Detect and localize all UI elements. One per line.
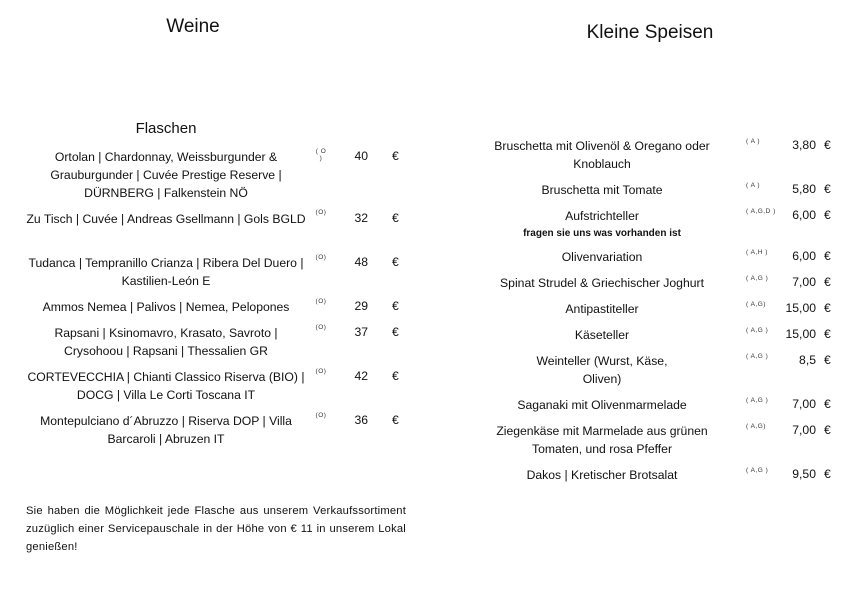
wine-item-name: Ortolan | Chardonnay, Weissburgunder & Grauburgunder | Cuvée Prestige Reserve | DÜRNBERG | Falkenstein NÖ — [50, 150, 282, 200]
wine-item-price: 42 — [354, 369, 368, 383]
food-item-price: 8,5 — [799, 353, 816, 367]
wine-item-price: 37 — [354, 325, 368, 339]
wine-item-allergen: ( O ) — [315, 148, 327, 162]
wine-item-allergen: (O) — [315, 412, 327, 419]
food-item-price: 6,00 — [792, 208, 816, 222]
wine-item-currency: € — [392, 325, 399, 339]
wine-item-price: 32 — [354, 211, 368, 225]
wine-title: Weine — [166, 16, 220, 37]
wine-item-name: Tudanca | Tempranillo Crianza | Ribera Del Duero | Kastilien-León E — [28, 256, 304, 288]
food-item-name: Bruschetta mit Olivenöl & Oregano oder Knoblauch — [494, 139, 710, 171]
wine-item-allergen: (O) — [315, 368, 327, 375]
food-item-name: Spinat Strudel & Griechischer Joghurt — [500, 276, 704, 290]
food-item-price: 6,00 — [792, 249, 816, 263]
wine-item-allergen: (O) — [315, 298, 327, 305]
wine-item-name: Montepulciano d´Abruzzo | Riserva DOP | Villa Barcaroli | Abruzen IT — [40, 414, 292, 446]
wine-item-currency: € — [392, 255, 399, 269]
wine-item-name: Rapsani | Ksinomavro, Krasato, Savroto | Crysohoou | Rapsani | Thessalien GR — [54, 326, 278, 358]
food-item-currency: € — [824, 327, 831, 341]
food-item-price: 7,00 — [792, 275, 816, 289]
wine-item-name: CORTEVECCHIA | Chianti Classico Riserva (BIO) | DOCG | Villa Le Corti Toscana IT — [27, 370, 305, 402]
food-item-allergen: ( A,G ) — [746, 467, 769, 474]
wine-item-name: Zu Tisch | Cuvée | Andreas Gsellmann | Gols BGLD — [26, 212, 306, 226]
food-item-currency: € — [824, 275, 831, 289]
food-item-allergen: ( A,G) — [746, 301, 766, 308]
food-item-price: 15,00 — [785, 301, 816, 315]
wine-item-allergen: (O) — [315, 254, 327, 261]
food-item-price: 7,00 — [792, 423, 816, 437]
food-item-currency: € — [824, 182, 831, 196]
food-item-name: Käseteller — [574, 328, 630, 342]
food-item-allergen: ( A ) — [746, 138, 761, 145]
food-item-currency: € — [824, 138, 831, 152]
food-item-allergen: ( A,G,D ) — [746, 208, 776, 215]
food-item-title: Aufstrichteller — [565, 209, 639, 223]
food-item-allergen: ( A,H ) — [746, 249, 768, 256]
food-item-name: Bruschetta mit Tomate — [541, 183, 663, 197]
food-item-allergen: ( A ) — [746, 182, 761, 189]
food-item-currency: € — [824, 249, 831, 263]
food-item-name: Antipastiteller — [565, 302, 639, 316]
wine-item-price: 36 — [354, 413, 368, 427]
food-item-allergen: ( A,G ) — [746, 353, 769, 360]
wine-item-price: 48 — [354, 255, 368, 269]
food-item-name: Ziegenkäse mit Marmelade aus grünen Tomaten, und rosa Pfeffer — [496, 424, 708, 456]
food-item-name: Olivenvariation — [561, 250, 643, 264]
food-item-allergen: ( A,G ) — [746, 397, 769, 404]
food-item-currency: € — [824, 301, 831, 315]
food-item-name: Weinteller (Wurst, Käse, Oliven) — [536, 354, 668, 386]
wine-item-allergen: (O) — [315, 209, 327, 216]
food-item-currency: € — [824, 353, 831, 367]
food-item-currency: € — [824, 397, 831, 411]
food-item-price: 15,00 — [785, 327, 816, 341]
food-item-allergen: ( A,G) — [746, 423, 766, 430]
food-item-price: 9,50 — [792, 467, 816, 481]
food-item-price: 7,00 — [792, 397, 816, 411]
wine-item-currency: € — [392, 299, 399, 313]
food-item-name: Dakos | Kretischer Brotsalat — [526, 468, 678, 482]
food-item-name: Saganaki mit Olivenmarmelade — [517, 398, 687, 412]
food-item-note: fragen sie uns was vorhanden ist — [523, 228, 681, 239]
wine-item-currency: € — [392, 211, 399, 225]
wine-item-currency: € — [392, 149, 399, 163]
bottle-service-notice: Sie haben die Möglichkeit jede Flasche aus unserem Verkaufssortiment zuzüglich einer Servicepauschale in der Höhe von € 11 in unserem Lokal genießen! — [26, 505, 406, 553]
bottles-section-title: Flaschen — [135, 120, 197, 137]
food-item-allergen: ( A,G ) — [746, 275, 769, 282]
wine-item-allergen: (O) — [315, 324, 327, 331]
food-item-currency: € — [824, 423, 831, 437]
wine-item-currency: € — [392, 369, 399, 383]
food-item-allergen: ( A,G ) — [746, 327, 769, 334]
food-item-currency: € — [824, 208, 831, 222]
food-item-price: 3,80 — [792, 138, 816, 152]
food-item-name — [486, 207, 718, 243]
wine-item-price: 29 — [354, 299, 368, 313]
food-item-currency: € — [824, 467, 831, 481]
food-item-price: 5,80 — [792, 182, 816, 196]
food-title: Kleine Speisen — [586, 22, 714, 43]
wine-item-currency: € — [392, 413, 399, 427]
wine-item-price: 40 — [354, 149, 368, 163]
wine-item-name: Ammos Nemea | Palivos | Nemea, Pelopones — [42, 300, 290, 314]
